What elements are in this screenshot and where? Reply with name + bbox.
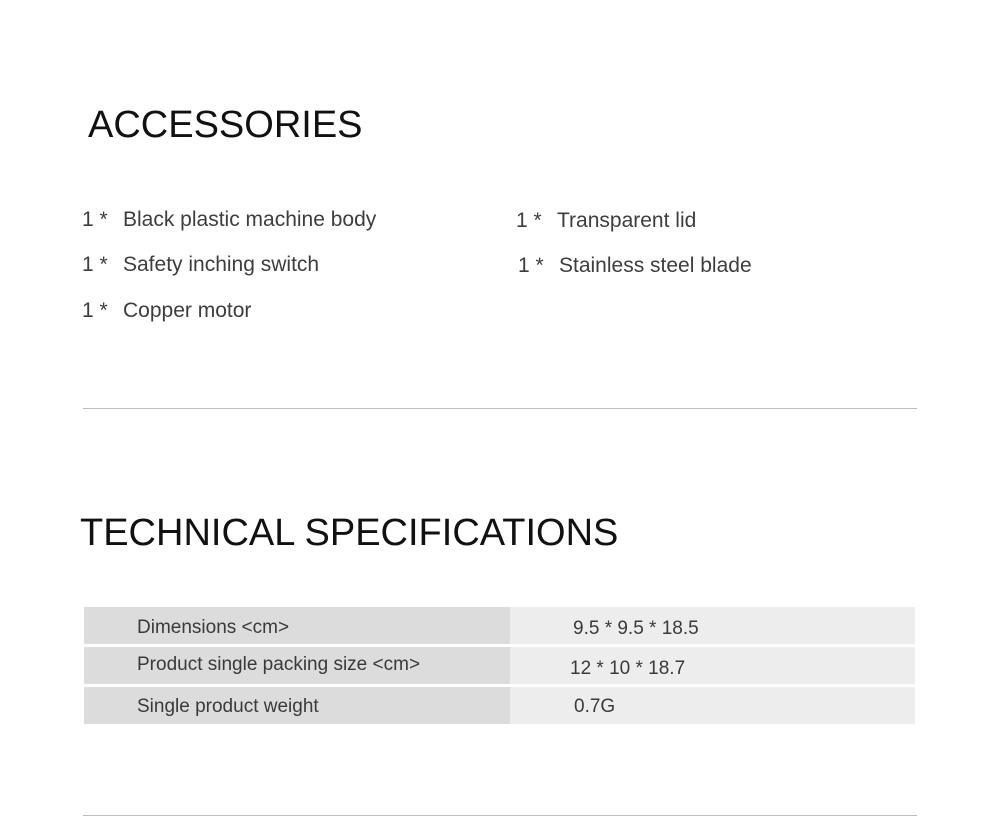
spec-label: Product single packing size <cm> [137,654,421,675]
accessory-name: Copper motor [123,299,252,322]
spec-value-cell [510,687,915,724]
table-row [84,607,915,644]
spec-value-cell [510,647,915,684]
accessory-quantity: 1 * [82,208,108,231]
spec-label-cell [84,607,510,644]
accessory-item-transparent-lid [516,210,696,231]
spec-value: 9.5 * 9.5 * 18.5 [573,618,699,639]
section-divider [83,408,917,409]
spec-label-cell [84,687,510,724]
accessory-item-machine-body [82,209,376,230]
accessory-quantity: 1 * [516,209,542,232]
accessory-name: Transparent lid [557,209,697,232]
accessory-item-copper-motor [82,300,251,321]
table-row [84,647,915,684]
accessory-quantity: 1 * [518,254,544,277]
spec-label-cell [84,647,510,684]
accessory-item-inching-switch [82,254,319,275]
spec-label: Single product weight [137,696,319,717]
specifications-table [84,607,915,727]
section-divider [83,815,917,816]
accessory-quantity: 1 * [82,253,108,276]
specifications-heading: TECHNICAL SPECIFICATIONS [80,512,619,554]
accessory-name: Stainless steel blade [559,254,752,277]
accessory-item-steel-blade [518,255,752,276]
table-row [84,687,915,724]
accessory-name: Safety inching switch [123,253,320,276]
spec-value-cell [510,607,915,644]
accessory-name: Black plastic machine body [123,208,377,231]
spec-value: 12 * 10 * 18.7 [570,658,686,679]
spec-label: Dimensions <cm> [137,617,290,638]
accessories-heading: ACCESSORIES [88,104,363,146]
accessory-quantity: 1 * [82,299,108,322]
spec-value: 0.7G [574,696,616,717]
